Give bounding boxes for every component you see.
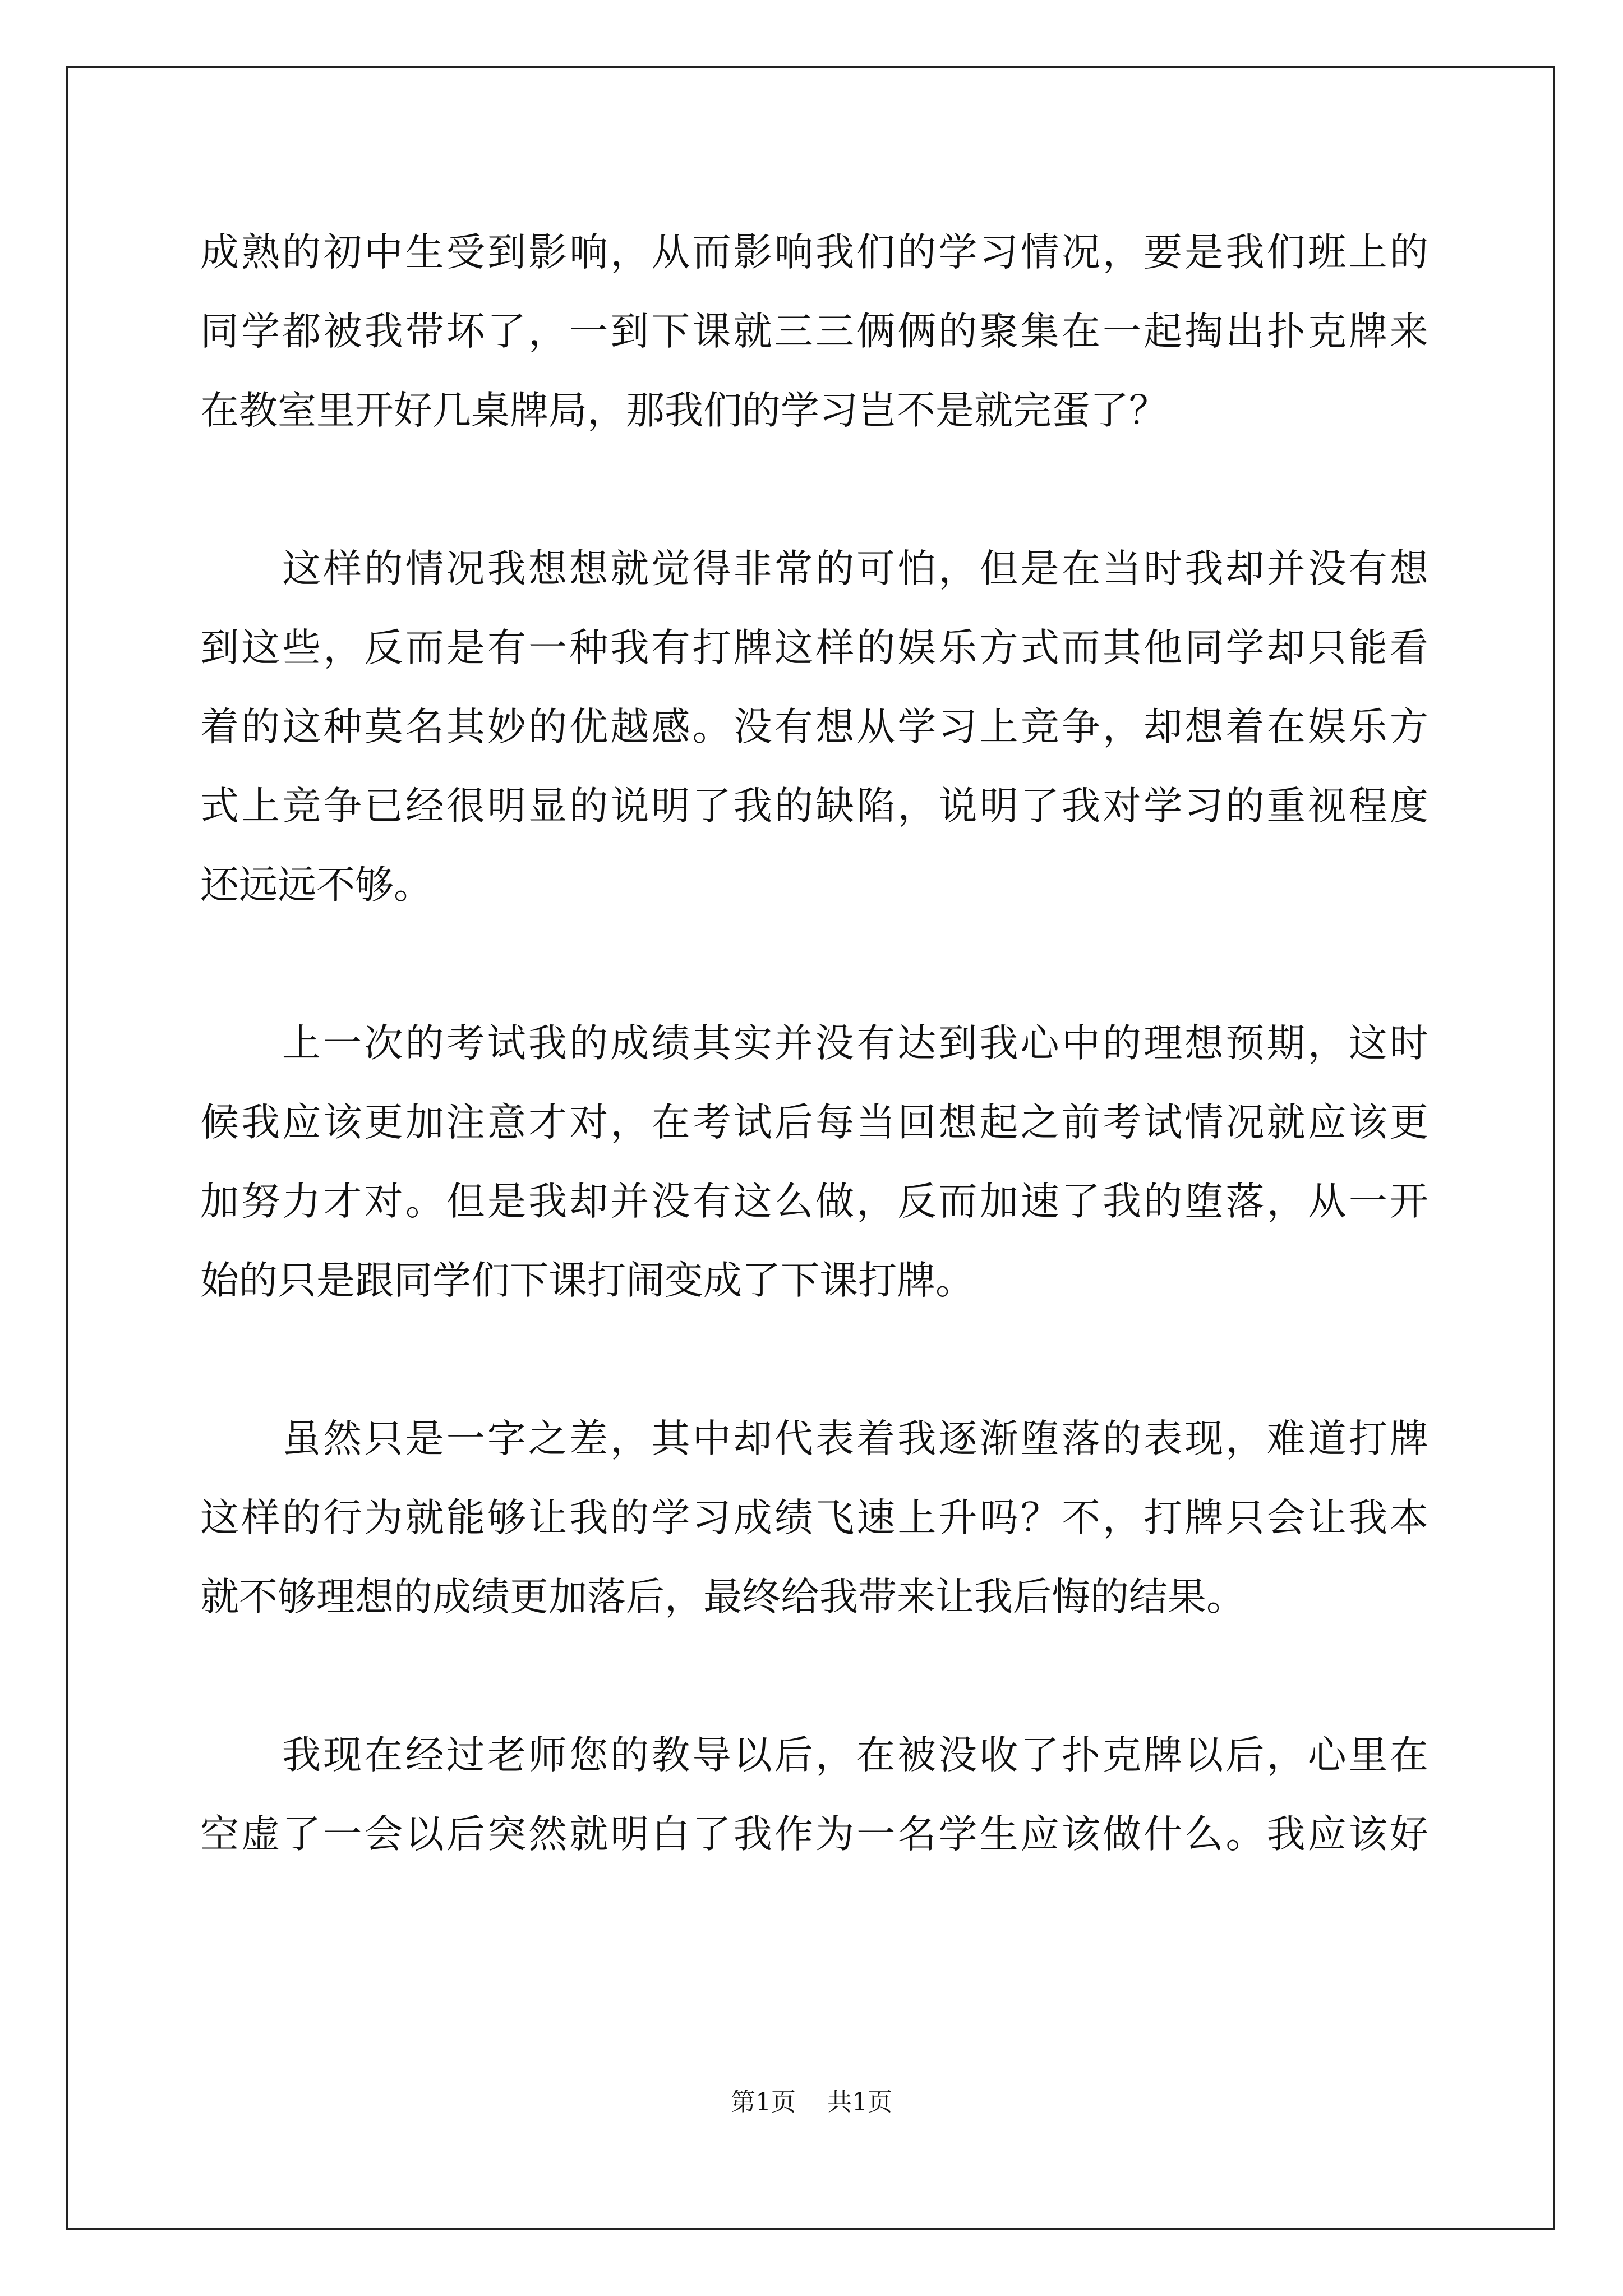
text-line: 虽然只是一字之差，其中却代表着我逐渐堕落的表现，难道打牌 bbox=[282, 1416, 1428, 1461]
text-line: 在教室里开好几桌牌局，那我们的学习岂不是就完蛋了？ bbox=[200, 388, 1168, 433]
paragraph-gap bbox=[200, 450, 1428, 530]
text-line: 同学都被我带坏了，一到下课就三三俩俩的聚集在一起掏出扑克牌来 bbox=[200, 309, 1428, 354]
text-line: 就不够理想的成绩更加落后，最终给我带来让我后悔的结果。 bbox=[200, 1575, 1245, 1619]
text-line: 还远远不够。 bbox=[200, 863, 432, 908]
page-number-total: 共1页 bbox=[827, 2088, 892, 2116]
paragraph-gap bbox=[200, 1637, 1428, 1716]
text-line: 我现在经过老师您的教导以后，在被没收了扑克牌以后，心里在 bbox=[282, 1733, 1428, 1778]
text-line: 到这些，反而是有一种我有打牌这样的娱乐方式而其他同学却只能看 bbox=[200, 625, 1428, 670]
text-line: 着的这种莫名其妙的优越感。没有想从学习上竞争，却想着在娱乐方 bbox=[200, 705, 1428, 749]
text-line: 这样的情况我想想就觉得非常的可怕，但是在当时我却并没有想 bbox=[282, 546, 1428, 591]
page-number-current: 第1页 bbox=[731, 2088, 796, 2116]
document-body bbox=[200, 213, 1428, 1874]
text-line: 加努力才对。但是我却并没有这么做，反而加速了我的堕落，从一开 bbox=[200, 1179, 1428, 1224]
page-footer bbox=[0, 2086, 1623, 2119]
text-line: 式上竞争已经很明显的说明了我的缺陷，说明了我对学习的重视程度 bbox=[200, 784, 1428, 829]
text-line: 空虚了一会以后突然就明白了我作为一名学生应该做什么。我应该好 bbox=[200, 1812, 1428, 1857]
text-line: 上一次的考试我的成绩其实并没有达到我心中的理想预期，这时 bbox=[282, 1021, 1428, 1066]
text-line: 成熟的初中生受到影响，从而影响我们的学习情况，要是我们班上的 bbox=[200, 230, 1428, 275]
text-line: 这样的行为就能够让我的学习成绩飞速上升吗？不，打牌只会让我本 bbox=[200, 1496, 1428, 1540]
paragraph-gap bbox=[200, 925, 1428, 1004]
text-line: 候我应该更加注意才对，在考试后每当回想起之前考试情况就应该更 bbox=[200, 1100, 1428, 1145]
paragraph-gap bbox=[200, 1320, 1428, 1400]
text-line: 始的只是跟同学们下课打闹变成了下课打牌。 bbox=[200, 1258, 974, 1303]
